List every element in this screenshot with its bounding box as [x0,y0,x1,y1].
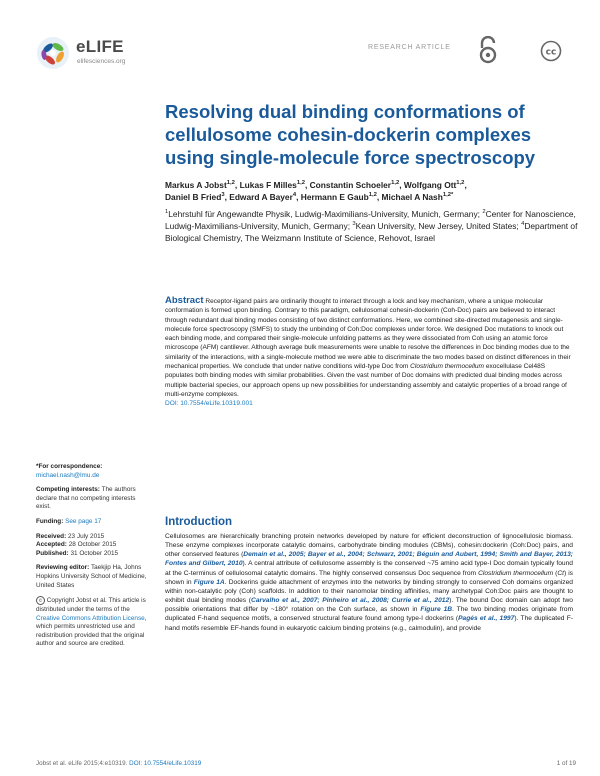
correspondence: *For correspondence: michael.nash@lmu.de [36,463,103,479]
citation-link[interactable]: Demain et al., 2005; Bayer et al., 2004; Schwarz, 2001; Béguin and Aubert, 1994; Smith and Bayer, 2013; Fontes and Gilbert, 2010 [165,551,573,568]
page-footer [36,760,576,767]
citation-link[interactable]: Pagés et al., 1997 [458,615,515,623]
funding: Funding: See page 17 [36,517,102,525]
author-name[interactable]: Hermann E Gaub$^{1,2}$ [300,191,377,202]
article-type-label: RESEARCH ARTICLE [368,44,451,51]
abstract-heading: Abstract [165,295,204,306]
article-sidebar [36,463,148,655]
svg-text:cc: cc [545,47,557,58]
creative-commons-icon [540,40,562,62]
author-name[interactable]: Wolfgang Ott$^{1,2}$ [403,180,465,190]
figure-link[interactable]: Figure 1A [193,578,225,586]
dates: Received: 23 July 2015 Accepted: 28 October 2015 Published: 31 October 2015 [36,532,119,557]
funding-link[interactable]: See page 17 [65,517,102,525]
brand-url[interactable]: elifesciences.org [77,58,126,65]
open-access-icon [476,36,500,64]
figure-link[interactable]: Figure 1B [420,606,453,614]
author-name[interactable]: Markus A Jobst$^{1,2}$ [165,180,235,190]
page-number: 1 of 19 [556,760,576,767]
copyright: © Copyright Jobst et al. This article is distributed under the terms of the Creative Commons Attribution License, which permits unrestricted use and redistribution provided that the original author and source are credited. [36,597,147,648]
author-name[interactable]: Daniel B Fried$^3$ [165,191,225,202]
footer-citation: Jobst et al. eLife 2015;4:e10319. [36,760,128,767]
competing-interests: Competing interests: The authors declare that no competing interests exist. [36,486,136,511]
author-name[interactable]: Edward A Bayer$^4$ [229,191,297,202]
author-name[interactable]: Constantin Schoeler$^{1,2}$ [309,180,400,190]
introduction-heading: Introduction [165,516,233,528]
correspondence-email[interactable]: michael.nash@lmu.de [36,471,100,479]
reviewing-editor: Reviewing editor: Taekjip Ha, Johns Hopkins University School of Medicine, United States [36,564,147,589]
license-link[interactable]: Creative Commons Attribution License [36,614,145,622]
elife-logo-icon [36,36,70,70]
abstract-doi-link[interactable]: DOI: 10.7554/eLife.10319.001 [165,400,253,408]
copyright-icon: © [36,596,45,605]
introduction-text: Cellulosomes are hierarchically branching protein networks developed by nature for efficient deconstruction of lignocellulosic biomass. These enzyme complexes incorporate catalytic domains, carbohydrate binding modules (CBMs), cohesin:dockerin (Coh:Doc) pairs, and other conserved features (Demain et al., 2005; Bayer et al., 2004; Schwarz, 2001; Béguin and Aubert, 1994; Smith and Bayer, 2013; Fontes and Gilbert, 2010). A central attribute of cellulosome assembly is the conserved ~75 amino acid type-I Doc domain typically found at the C-terminus of cellulosomal catalytic domains. The highly conserved consensus Doc sequence from Clostridium thermocellum (Ct) is shown in Figure 1A. Dockerins guide attachment of enzymes into the networks by binding strongly to conserved Coh domains organized within non-catalytic poly (Coh) scaffolds. In addition to their nanomolar binding affinities, many archetypal Coh:Doc pairs are thought to exhibit dual binding modes (Carvalho et al., 2007; Pinheiro et al., 2008; Currie et al., 2012). The bound Doc domain can adopt two possible orientations that differ by ~180° rotation on the Coh surface, as shown in Figure 1B. The two binding modes originate from duplicated F-hand sequence motifs, a conserved structural feature found among type-I dockerins (Pagés et al., 1997). The duplicated F-hand motifs resemble EF-hands found in eukaryotic calcium binding proteins (e.g., calmodulin), and provide [165,533,573,632]
author-name[interactable]: Michael A Nash$^{1,2*}$ [381,191,454,202]
author-list: Markus A Jobst$^{1,2}$, Lukas F Milles$^{1,2}$, Constantin Schoeler$^{1,2}$, Wolfgang Ott$^{1,2}$, Daniel B Fried$^3$, Edward A Bayer$^4$, Hermann E Gaub$^{1,2}$, Michael A Nash$^{1,2*}$ [165,180,467,202]
affiliations: $^1$Lehrstuhl für Angewandte Physik, Ludwig-Maximilians-University, Munich, Germany; $^2$Center for Nanoscience, Ludwig-Maximilians-University, Munich, Germany; $^3$Kean University, New Jersey, United States; $^4$Department of Biological Chemistry, The Weizmann Institute of Science, Rehovot, Israel [165,209,578,243]
citation-link[interactable]: Carvalho et al., 2007; Pinheiro et al., 2008; Currie et al., 2012 [251,597,450,605]
footer-doi-link[interactable]: DOI: 10.7554/eLife.10319 [129,760,202,767]
brand-name: eLIFE [76,37,124,56]
abstract: Abstract Receptor-ligand pairs are ordinarily thought to interact through a lock and key mechanism, where a unique molecular conformation is formed upon binding. Contrary to this paradigm, cellulosomal cohesin-dockerin (Coh-Doc) pairs are believed to interact through redundant dual binding modes consisting of two distinct conformations. Here, we combined site-directed mutagenesis and single-molecule force spectroscopy (SMFS) to study the unbinding of Coh:Doc complexes under force. We designed Doc mutations to knock out each binding mode, and compared their single-molecule unfolding patterns as they were dissociated from Coh using an atomic force microscope (AFM) cantilever. Although average bulk measurements were unable to resolve the differences in Doc binding modes due to the similarity of the interactions, with a single-molecule method we were able to discriminate the two modes based on distinct differences in their mechanical properties. We conclude that under native conditions wild-type Doc from Clostridium thermocellum exocellulase Cel48S populates both binding modes with similar probabilities. Given the vast number of Doc domains with predicted dual binding modes across multiple bacterial species, our approach opens up new possibilities for understanding assembly and catalytic properties of a broad range of multi-enzyme complexes. DOI: 10.7554/eLife.10319.001 [165,295,571,408]
article-title: Resolving dual binding conformations of cellulosome cohesin-dockerin complexes using single-molecule force spectroscopy [165,101,536,168]
author-name[interactable]: Lukas F Milles$^{1,2}$ [239,180,305,190]
